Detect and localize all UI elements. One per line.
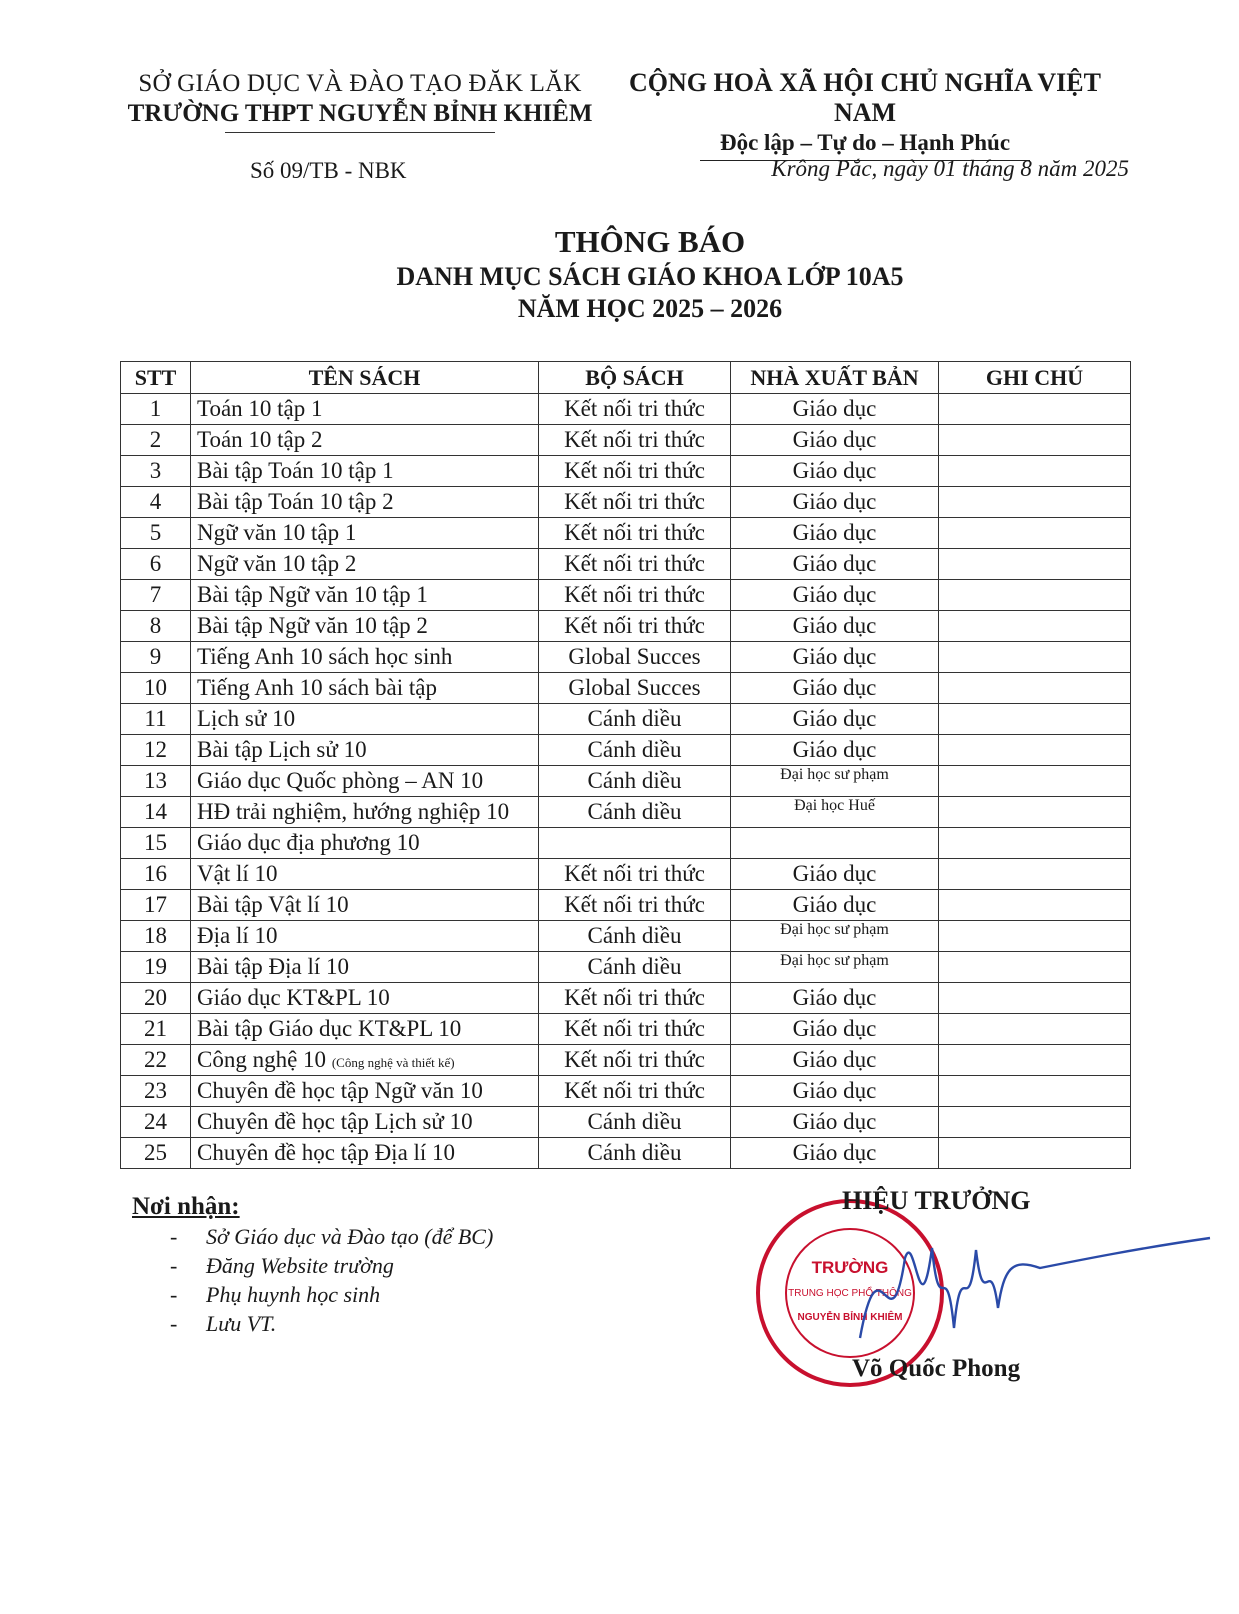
book-name-text: Chuyên đề học tập Địa lí 10: [197, 1140, 456, 1165]
book-name-text: Chuyên đề học tập Lịch sử 10: [197, 1109, 473, 1134]
col-header-book-name: TÊN SÁCH: [191, 362, 539, 394]
cell-publisher: Đại học sư phạm: [731, 952, 939, 983]
list-item: [170, 1282, 493, 1311]
book-name-text: Lịch sử 10: [197, 706, 296, 731]
list-dash: -: [170, 1253, 178, 1278]
cell-book-name: [191, 890, 539, 921]
book-name-text: Toán 10 tập 2: [197, 427, 323, 452]
svg-text:NGUYỄN BỈNH KHIÊM: NGUYỄN BỈNH KHIÊM: [797, 1312, 903, 1323]
cell-book-series: Cánh diều: [539, 797, 731, 828]
cell-stt: 22: [121, 1045, 191, 1076]
cell-book-name: [191, 828, 539, 859]
table-row: [121, 921, 1131, 952]
title-line-2: DANH MỤC SÁCH GIÁO KHOA LỚP 10A5: [396, 262, 904, 291]
cell-book-series: Kết nối tri thức: [539, 1076, 731, 1107]
table-row: [121, 518, 1131, 549]
book-name-text: Chuyên đề học tập Ngữ văn 10: [197, 1078, 483, 1103]
cell-publisher: Giáo dục: [731, 1076, 939, 1107]
table-row: [121, 456, 1131, 487]
table-row: [121, 1138, 1131, 1169]
cell-note: [939, 1138, 1131, 1169]
textbook-table: [120, 361, 1131, 1169]
cell-publisher: Giáo dục: [731, 425, 939, 456]
book-name-text: Giáo dục KT&PL 10: [197, 985, 390, 1010]
cell-note: [939, 704, 1131, 735]
cell-publisher: Đại học sư phạm: [731, 766, 939, 797]
title-line-1: THÔNG BÁO: [554, 224, 746, 259]
cell-publisher: Giáo dục: [731, 1045, 939, 1076]
cell-publisher: Giáo dục: [731, 983, 939, 1014]
handwritten-signature: [860, 1238, 1210, 1338]
country-name: CỘNG HOÀ XÃ HỘI CHỦ NGHĨA VIỆT NAM: [629, 68, 1101, 127]
book-name-text: Bài tập Ngữ văn 10 tập 1: [197, 582, 428, 607]
book-name-text: Ngữ văn 10 tập 1: [197, 520, 357, 545]
table-row: [121, 673, 1131, 704]
cell-stt: 17: [121, 890, 191, 921]
cell-book-name: [191, 921, 539, 952]
cell-book-series: Kết nối tri thức: [539, 1045, 731, 1076]
book-name-text: Bài tập Lịch sử 10: [197, 737, 367, 762]
cell-stt: 4: [121, 487, 191, 518]
cell-stt: 9: [121, 642, 191, 673]
table-row: [121, 580, 1131, 611]
cell-book-series: Global Succes: [539, 673, 731, 704]
list-item: [170, 1311, 493, 1340]
cell-book-series: [539, 828, 731, 859]
cell-stt: 21: [121, 1014, 191, 1045]
book-name-text: Toán 10 tập 1: [197, 396, 323, 421]
cell-stt: 10: [121, 673, 191, 704]
document-date: Krông Pắc, ngày 01 tháng 8 năm 2025: [771, 156, 1129, 181]
book-name-text: Công nghệ 10: [197, 1047, 327, 1072]
cell-stt: 19: [121, 952, 191, 983]
cell-publisher: [731, 828, 939, 859]
table-row: [121, 1045, 1131, 1076]
school-underline: [225, 132, 495, 133]
cell-stt: 23: [121, 1076, 191, 1107]
cell-stt: 16: [121, 859, 191, 890]
table-row: [121, 890, 1131, 921]
cell-book-name: [191, 1138, 539, 1169]
cell-note: [939, 797, 1131, 828]
cell-book-series: Kết nối tri thức: [539, 859, 731, 890]
recipient-text: Đăng Website trường: [206, 1253, 394, 1278]
cell-publisher: Giáo dục: [731, 890, 939, 921]
cell-book-name: [191, 859, 539, 890]
cell-book-name: [191, 549, 539, 580]
cell-note: [939, 921, 1131, 952]
table-body: [121, 394, 1131, 1169]
school-name: TRƯỜNG THPT NGUYỄN BỈNH KHIÊM: [127, 100, 593, 127]
book-name-text: Bài tập Vật lí 10: [197, 892, 349, 917]
book-name-text: Bài tập Toán 10 tập 2: [197, 489, 394, 514]
cell-book-series: Kết nối tri thức: [539, 890, 731, 921]
cell-book-name: [191, 580, 539, 611]
cell-publisher: Giáo dục: [731, 1138, 939, 1169]
cell-note: [939, 1107, 1131, 1138]
cell-publisher: Giáo dục: [731, 1107, 939, 1138]
table-row: [121, 735, 1131, 766]
cell-publisher: Giáo dục: [731, 611, 939, 642]
col-header-book-series: BỘ SÁCH: [539, 362, 731, 394]
cell-publisher: Giáo dục: [731, 859, 939, 890]
cell-book-series: Kết nối tri thức: [539, 425, 731, 456]
table-row: [121, 1014, 1131, 1045]
cell-book-series: Kết nối tri thức: [539, 394, 731, 425]
list-item: [170, 1253, 493, 1282]
header-national-block: [600, 68, 1130, 161]
cell-book-series: Cánh diều: [539, 735, 731, 766]
cell-book-series: Kết nối tri thức: [539, 611, 731, 642]
signer-name: Võ Quốc Phong: [852, 1355, 1021, 1382]
cell-note: [939, 580, 1131, 611]
cell-publisher: Giáo dục: [731, 704, 939, 735]
table-header-row: [121, 362, 1131, 394]
cell-stt: 7: [121, 580, 191, 611]
col-header-publisher: NHÀ XUẤT BẢN: [731, 362, 939, 394]
cell-publisher: Giáo dục: [731, 580, 939, 611]
cell-stt: 6: [121, 549, 191, 580]
table-row: [121, 952, 1131, 983]
cell-stt: 14: [121, 797, 191, 828]
cell-book-series: Kết nối tri thức: [539, 983, 731, 1014]
cell-note: [939, 425, 1131, 456]
col-header-note: GHI CHÚ: [939, 362, 1131, 394]
cell-note: [939, 859, 1131, 890]
cell-book-name: [191, 1014, 539, 1045]
cell-publisher: Giáo dục: [731, 394, 939, 425]
cell-book-name: [191, 983, 539, 1014]
book-name-text: Giáo dục Quốc phòng – AN 10: [197, 768, 484, 793]
cell-book-name: [191, 611, 539, 642]
book-name-text: Giáo dục địa phương 10: [197, 830, 420, 855]
national-motto: Độc lập – Tự do – Hạnh Phúc: [719, 130, 1011, 155]
cell-stt: 24: [121, 1107, 191, 1138]
header-agency-block: [120, 70, 600, 133]
table-row: [121, 859, 1131, 890]
cell-stt: 2: [121, 425, 191, 456]
table-row: [121, 1107, 1131, 1138]
cell-publisher: Đại học Huế: [731, 797, 939, 828]
cell-note: [939, 735, 1131, 766]
cell-book-name: [191, 487, 539, 518]
cell-book-series: Cánh diều: [539, 766, 731, 797]
cell-book-name: [191, 952, 539, 983]
cell-book-series: Kết nối tri thức: [539, 518, 731, 549]
list-dash: -: [170, 1224, 178, 1249]
document-number: Số 09/TB - NBK: [250, 158, 407, 183]
cell-book-series: Kết nối tri thức: [539, 487, 731, 518]
table-row: [121, 983, 1131, 1014]
table-row: [121, 642, 1131, 673]
cell-book-name: [191, 797, 539, 828]
list-item: [170, 1224, 493, 1253]
book-name-text: Ngữ văn 10 tập 2: [197, 551, 357, 576]
book-name-text: Tiếng Anh 10 sách học sinh: [197, 644, 453, 669]
cell-book-series: Cánh diều: [539, 1138, 731, 1169]
svg-text:TRƯỜNG: TRƯỜNG: [811, 1258, 889, 1277]
cell-note: [939, 1014, 1131, 1045]
cell-stt: 25: [121, 1138, 191, 1169]
book-name-text: Bài tập Ngữ văn 10 tập 2: [197, 613, 428, 638]
recipient-text: Lưu VT.: [206, 1311, 277, 1336]
cell-book-name: [191, 766, 539, 797]
table-row: [121, 828, 1131, 859]
cell-note: [939, 890, 1131, 921]
cell-book-name: [191, 425, 539, 456]
cell-publisher: Giáo dục: [731, 642, 939, 673]
cell-stt: 20: [121, 983, 191, 1014]
cell-book-series: Kết nối tri thức: [539, 456, 731, 487]
cell-publisher: Giáo dục: [731, 1014, 939, 1045]
recipient-text: Phụ huynh học sinh: [206, 1282, 381, 1307]
cell-publisher: Đại học sư phạm: [731, 921, 939, 952]
cell-note: [939, 673, 1131, 704]
cell-note: [939, 1076, 1131, 1107]
cell-note: [939, 766, 1131, 797]
cell-stt: 13: [121, 766, 191, 797]
svg-text:TRUNG HỌC PHỔ THÔNG: TRUNG HỌC PHỔ THÔNG: [788, 1288, 912, 1299]
table-row: [121, 1076, 1131, 1107]
table-row: [121, 611, 1131, 642]
title-line-3: NĂM HỌC 2025 – 2026: [517, 294, 783, 323]
cell-stt: 15: [121, 828, 191, 859]
document-title: [120, 224, 1180, 324]
cell-book-name: [191, 1076, 539, 1107]
cell-book-name: [191, 1107, 539, 1138]
recipients-list: [170, 1224, 493, 1340]
cell-note: [939, 518, 1131, 549]
book-name-text: Vật lí 10: [197, 861, 278, 886]
cell-book-name: [191, 673, 539, 704]
cell-note: [939, 983, 1131, 1014]
cell-book-name: [191, 704, 539, 735]
cell-book-series: Kết nối tri thức: [539, 549, 731, 580]
signer-title: HIỆU TRƯỞNG: [842, 1186, 1031, 1215]
recipient-text: Sở Giáo dục và Đào tạo (để BC): [206, 1224, 494, 1249]
list-dash: -: [170, 1311, 178, 1336]
cell-book-name: [191, 456, 539, 487]
cell-book-series: Cánh diều: [539, 1107, 731, 1138]
cell-book-name: [191, 518, 539, 549]
cell-book-series: Kết nối tri thức: [539, 1014, 731, 1045]
cell-book-series: Cánh diều: [539, 704, 731, 735]
table-row: [121, 425, 1131, 456]
col-header-stt: STT: [121, 362, 191, 394]
cell-book-name: [191, 735, 539, 766]
cell-note: [939, 952, 1131, 983]
table-row: [121, 487, 1131, 518]
table-row: [121, 766, 1131, 797]
cell-note: [939, 549, 1131, 580]
cell-note: [939, 394, 1131, 425]
recipients-title: Nơi nhận:: [132, 1193, 240, 1220]
book-name-note: (Công nghệ và thiết kế): [331, 1055, 455, 1070]
cell-note: [939, 611, 1131, 642]
cell-book-series: Cánh diều: [539, 921, 731, 952]
cell-note: [939, 487, 1131, 518]
table-row: [121, 394, 1131, 425]
cell-note: [939, 1045, 1131, 1076]
cell-note: [939, 828, 1131, 859]
cell-stt: 3: [121, 456, 191, 487]
cell-publisher: Giáo dục: [731, 518, 939, 549]
cell-stt: 12: [121, 735, 191, 766]
cell-stt: 11: [121, 704, 191, 735]
cell-stt: 5: [121, 518, 191, 549]
cell-book-series: Cánh diều: [539, 952, 731, 983]
cell-publisher: Giáo dục: [731, 487, 939, 518]
cell-note: [939, 642, 1131, 673]
book-name-text: Tiếng Anh 10 sách bài tập: [197, 675, 437, 700]
cell-book-series: Kết nối tri thức: [539, 580, 731, 611]
cell-stt: 18: [121, 921, 191, 952]
cell-book-name: [191, 642, 539, 673]
agency-name: SỞ GIÁO DỤC VÀ ĐÀO TẠO ĐĂK LĂK: [138, 70, 582, 97]
book-name-text: Bài tập Toán 10 tập 1: [197, 458, 394, 483]
cell-publisher: Giáo dục: [731, 673, 939, 704]
book-name-text: Bài tập Địa lí 10: [197, 954, 350, 979]
book-name-text: Bài tập Giáo dục KT&PL 10: [197, 1016, 462, 1041]
list-dash: -: [170, 1282, 178, 1307]
cell-note: [939, 456, 1131, 487]
cell-publisher: Giáo dục: [731, 456, 939, 487]
cell-publisher: Giáo dục: [731, 549, 939, 580]
table-row: [121, 797, 1131, 828]
cell-book-series: Global Succes: [539, 642, 731, 673]
table-row: [121, 549, 1131, 580]
cell-book-name: [191, 394, 539, 425]
cell-stt: 8: [121, 611, 191, 642]
table-row: [121, 704, 1131, 735]
cell-book-name: [191, 1045, 539, 1076]
cell-stt: 1: [121, 394, 191, 425]
book-name-text: Địa lí 10: [197, 923, 278, 948]
book-name-text: HĐ trải nghiệm, hướng nghiệp 10: [197, 799, 510, 824]
cell-publisher: Giáo dục: [731, 735, 939, 766]
